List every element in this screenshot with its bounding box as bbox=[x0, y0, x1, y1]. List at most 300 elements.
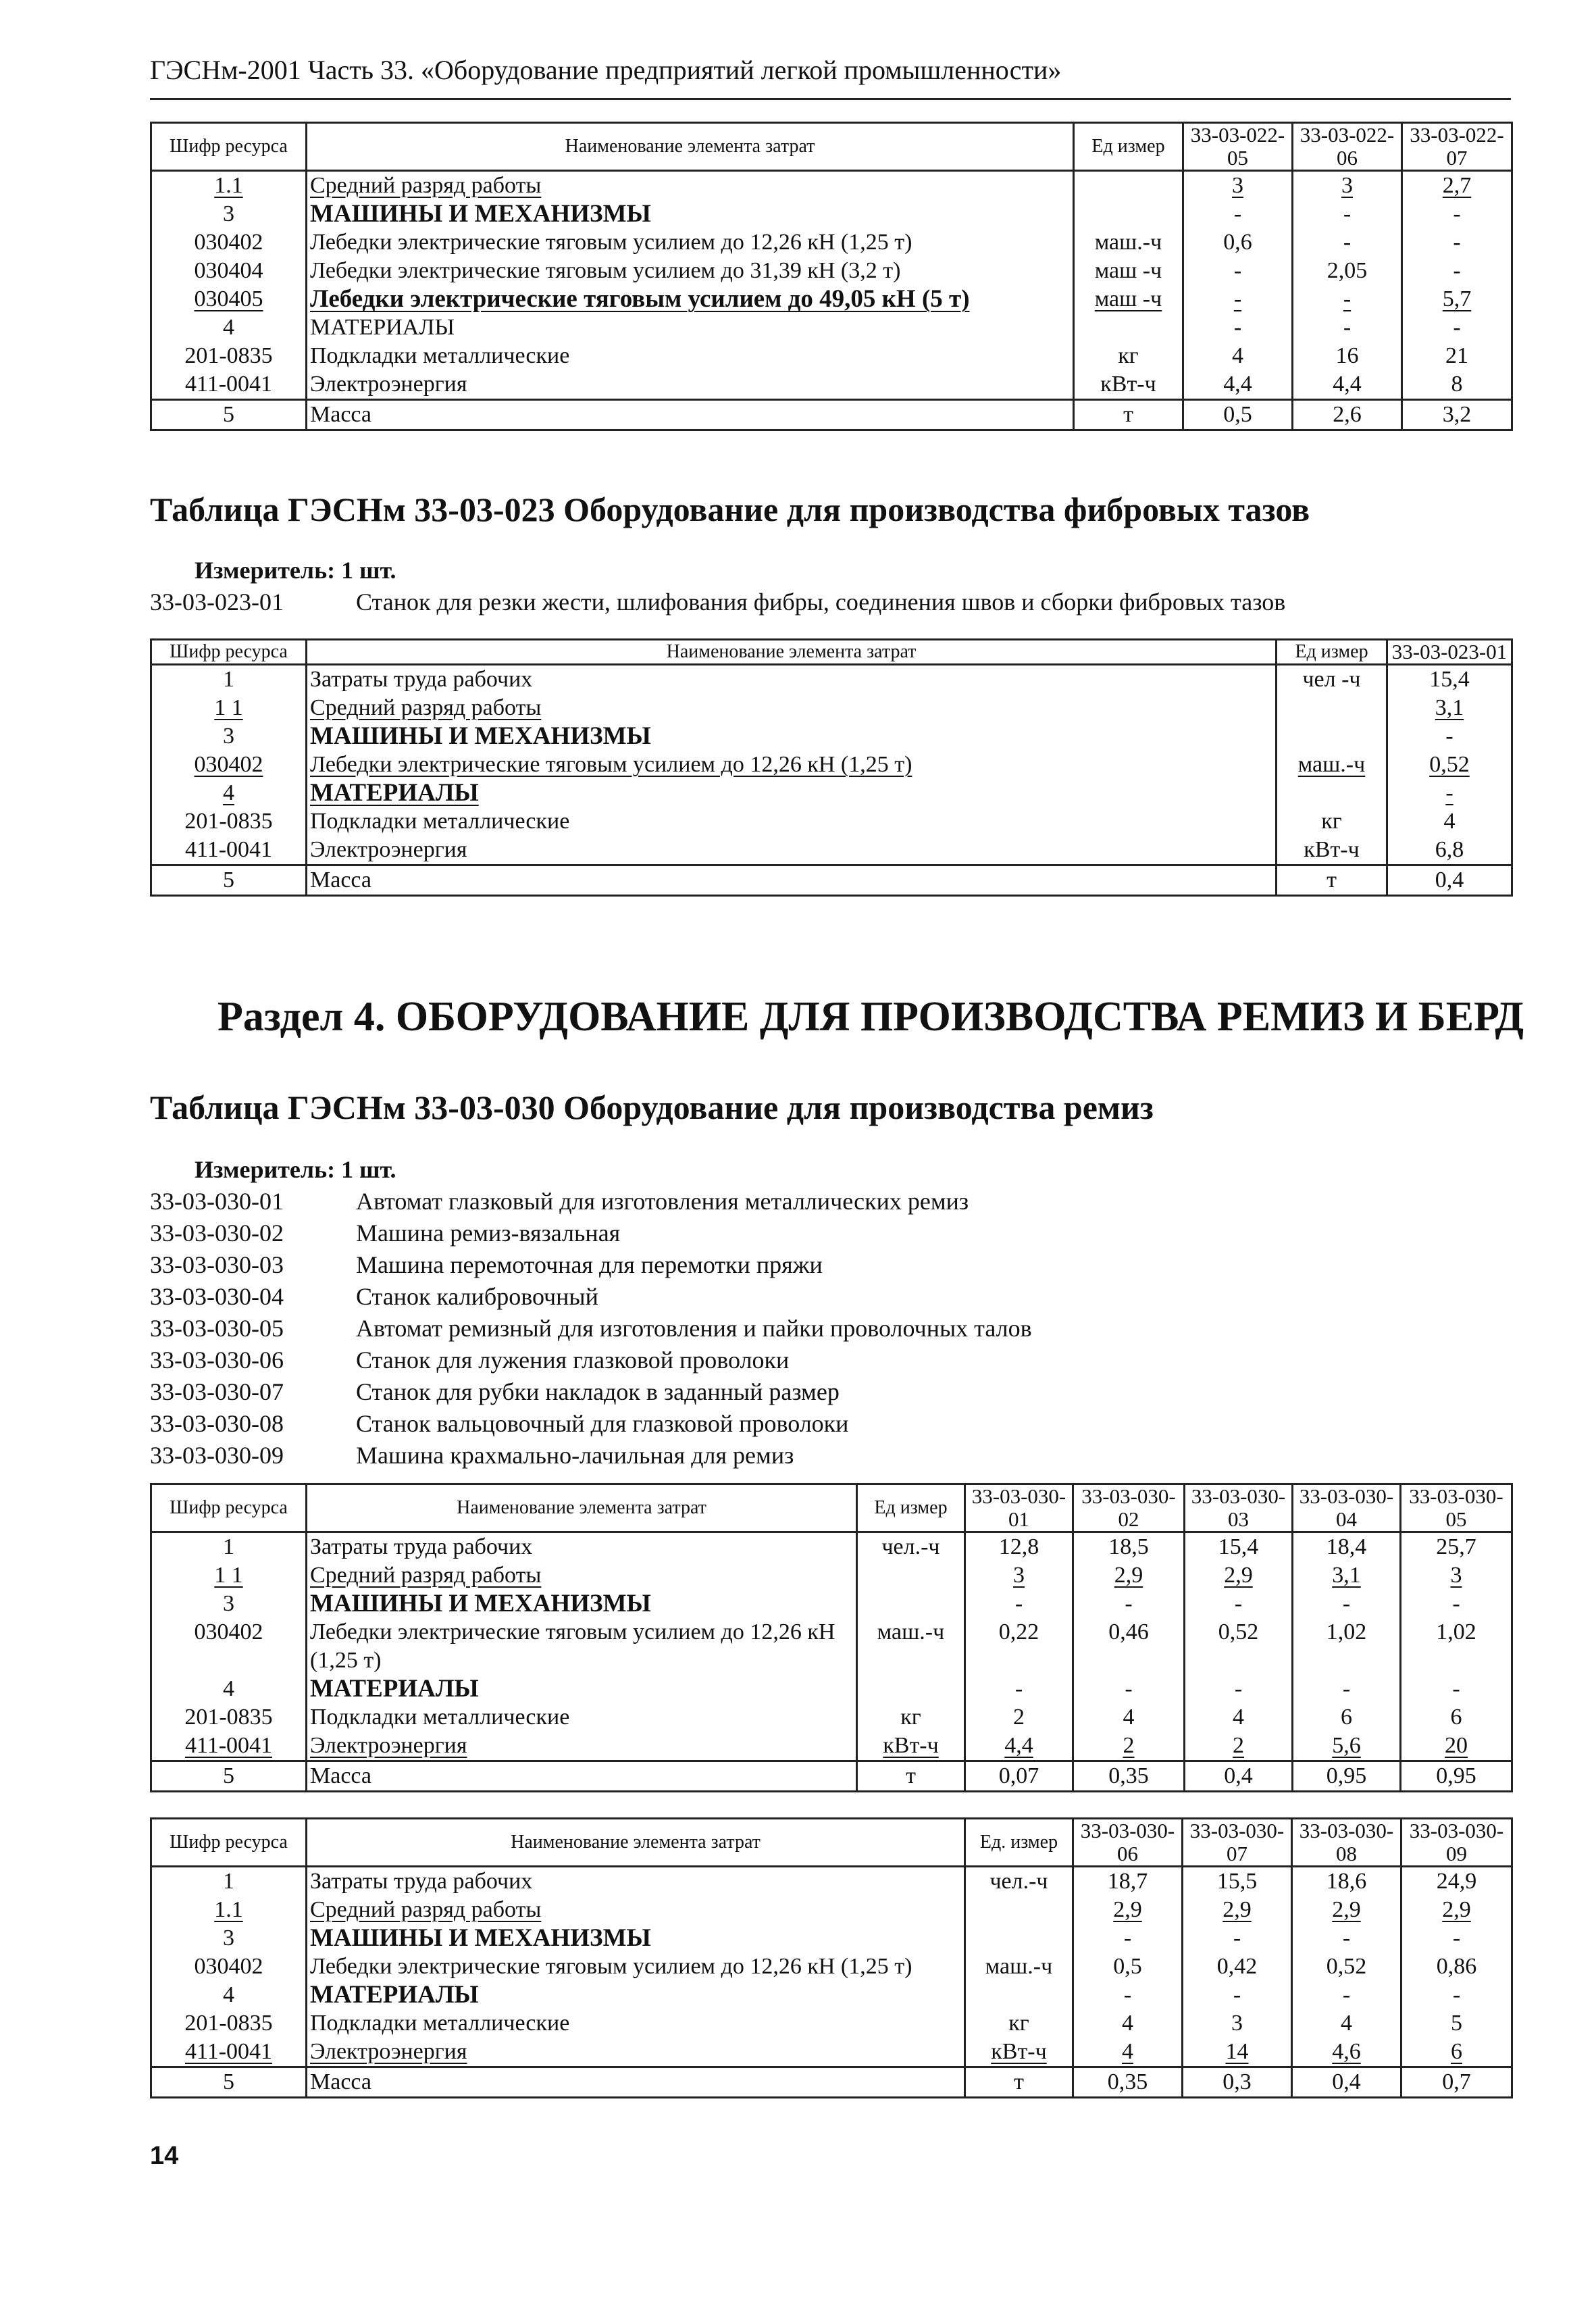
header-norm-code: 33-03-030-04 bbox=[1293, 1484, 1401, 1532]
value-cell: 15,4 bbox=[1387, 665, 1512, 695]
cost-element-cell: Лебедки электрические тяговым усилием до 49,05 кН (5 т) bbox=[307, 285, 1074, 313]
value-cell: 0,4 bbox=[1387, 865, 1512, 896]
unit-cell: чел.-ч bbox=[965, 1867, 1073, 1896]
value-cell: - bbox=[965, 1675, 1073, 1703]
value-cell: - bbox=[1073, 1924, 1183, 1953]
resource-code-cell: 030405 bbox=[151, 285, 307, 313]
position-list-023 bbox=[150, 586, 1285, 618]
resource-code-cell: 030404 bbox=[151, 257, 307, 285]
header-norm-code: 33-03-030-07 bbox=[1183, 1819, 1292, 1867]
cost-element-cell: Затраты труда рабочих bbox=[307, 665, 1277, 695]
value-cell: - bbox=[1402, 200, 1512, 228]
header-cost-element: Наименование элемента затрат bbox=[307, 640, 1277, 665]
meter-023 bbox=[195, 556, 396, 584]
table-row bbox=[151, 865, 1512, 896]
cost-element-cell: Подкладки металлические bbox=[307, 807, 1277, 836]
value-cell: - bbox=[1293, 1675, 1401, 1703]
resource-code-cell: 1 1 bbox=[151, 1561, 307, 1590]
list-item bbox=[150, 1344, 1032, 1376]
table-row bbox=[151, 285, 1512, 313]
value-cell: - bbox=[1401, 1924, 1512, 1953]
table-row bbox=[151, 1703, 1512, 1732]
value-cell: 4,4 bbox=[1293, 370, 1402, 400]
value-cell: 2,05 bbox=[1293, 257, 1402, 285]
value-cell: 1,02 bbox=[1401, 1618, 1512, 1675]
value-cell: 3 bbox=[1183, 171, 1293, 201]
cost-element-cell: Электроэнергия bbox=[307, 370, 1074, 400]
resource-code-cell: 030402 bbox=[151, 1618, 307, 1675]
value-cell: 4 bbox=[1292, 2009, 1401, 2038]
position-text: Станок для лужения глазковой проволоки bbox=[356, 1347, 790, 1374]
value-cell: 18,4 bbox=[1293, 1532, 1401, 1562]
resource-code-cell: 5 bbox=[151, 1761, 307, 1792]
position-code: 33-03-030-07 bbox=[150, 1378, 284, 1405]
value-cell: 0,4 bbox=[1185, 1761, 1293, 1792]
header-cost-element: Наименование элемента затрат bbox=[307, 1484, 857, 1532]
unit-cell: т bbox=[1074, 400, 1183, 430]
cost-element-cell: МАТЕРИАЛЫ bbox=[307, 779, 1277, 807]
unit-cell: т bbox=[1277, 865, 1387, 896]
value-cell: 24,9 bbox=[1401, 1867, 1512, 1896]
value-cell: 6 bbox=[1401, 1703, 1512, 1732]
cost-element-cell: Масса bbox=[307, 1761, 857, 1792]
value-cell: 0,52 bbox=[1185, 1618, 1293, 1675]
table-row bbox=[151, 370, 1512, 400]
value-cell: - bbox=[1292, 1981, 1401, 2009]
unit-cell bbox=[1277, 722, 1387, 751]
value-cell: 2,7 bbox=[1402, 171, 1512, 201]
unit-cell bbox=[965, 1924, 1073, 1953]
value-cell: 4 bbox=[1073, 1703, 1185, 1732]
cost-element-cell: Лебедки электрические тяговым усилием до 12,26 кН (1,25 т) bbox=[307, 228, 1074, 257]
value-cell: 8 bbox=[1402, 370, 1512, 400]
value-cell: - bbox=[1183, 1981, 1292, 2009]
table-row bbox=[151, 200, 1512, 228]
value-cell: 3,1 bbox=[1293, 1561, 1401, 1590]
table-row bbox=[151, 1532, 1512, 1562]
header-unit: Ед измер bbox=[1074, 123, 1183, 171]
value-cell: 5 bbox=[1401, 2009, 1512, 2038]
value-cell: 2,9 bbox=[1292, 1896, 1401, 1924]
value-cell: 0,5 bbox=[1073, 1953, 1183, 1981]
table-row bbox=[151, 1561, 1512, 1590]
value-cell: 2,9 bbox=[1185, 1561, 1293, 1590]
list-item bbox=[150, 1408, 1032, 1440]
value-cell: 15,4 bbox=[1185, 1532, 1293, 1562]
value-cell: 4 bbox=[1185, 1703, 1293, 1732]
value-cell: 0,95 bbox=[1293, 1761, 1401, 1792]
cost-element-cell: Средний разряд работы bbox=[307, 1561, 857, 1590]
header-unit: Ед. измер bbox=[965, 1819, 1073, 1867]
resource-table-030-part2 bbox=[150, 1817, 1513, 2098]
header-norm-code: 33-03-022-05 bbox=[1183, 123, 1293, 171]
unit-cell bbox=[1074, 171, 1183, 201]
table-row bbox=[151, 257, 1512, 285]
unit-cell: кВт-ч bbox=[1277, 836, 1387, 865]
value-cell: 3 bbox=[1293, 171, 1402, 201]
position-code: 33-03-030-09 bbox=[150, 1442, 284, 1469]
value-cell: 2,9 bbox=[1401, 1896, 1512, 1924]
value-cell: 25,7 bbox=[1401, 1532, 1512, 1562]
value-cell: - bbox=[1387, 779, 1512, 807]
page-number: 14 bbox=[150, 2142, 179, 2170]
resource-code-cell: 4 bbox=[151, 1675, 307, 1703]
table-row bbox=[151, 228, 1512, 257]
value-cell: - bbox=[1402, 257, 1512, 285]
value-cell: 3 bbox=[1401, 1561, 1512, 1590]
resource-code-cell: 1 bbox=[151, 665, 307, 695]
header-cost-element: Наименование элемента затрат bbox=[307, 123, 1074, 171]
resource-code-cell: 201-0835 bbox=[151, 342, 307, 370]
cost-element-cell: Средний разряд работы bbox=[307, 171, 1074, 201]
header-resource-code: Шифр ресурса bbox=[151, 640, 307, 665]
value-cell: 3 bbox=[1183, 2009, 1292, 2038]
unit-cell bbox=[857, 1675, 965, 1703]
unit-cell: кг bbox=[965, 2009, 1073, 2038]
value-cell: - bbox=[1073, 1590, 1185, 1618]
value-cell: 0,22 bbox=[965, 1618, 1073, 1675]
resource-code-cell: 4 bbox=[151, 1981, 307, 2009]
cost-element-cell: Средний разряд работы bbox=[307, 694, 1277, 722]
resource-code-cell: 1.1 bbox=[151, 171, 307, 201]
table-row bbox=[151, 171, 1512, 201]
value-cell: 4 bbox=[1073, 2038, 1183, 2067]
value-cell: 5,6 bbox=[1293, 1732, 1401, 1761]
list-item bbox=[150, 1217, 1032, 1249]
value-cell: 0,6 bbox=[1183, 228, 1293, 257]
meter-label: Измеритель: bbox=[195, 557, 336, 584]
list-item bbox=[150, 1186, 1032, 1217]
header-norm-code: 33-03-030-08 bbox=[1292, 1819, 1401, 1867]
value-cell: 0,4 bbox=[1292, 2067, 1401, 2098]
position-code: 33-03-030-01 bbox=[150, 1188, 284, 1215]
cost-element-cell: МАТЕРИАЛЫ bbox=[307, 1981, 965, 2009]
value-cell: 5,7 bbox=[1402, 285, 1512, 313]
header-rule bbox=[150, 98, 1511, 100]
unit-cell: чел -ч bbox=[1277, 665, 1387, 695]
cost-element-cell: Лебедки электрические тяговым усилием до 12,26 кН (1,25 т) bbox=[307, 1953, 965, 1981]
unit-cell bbox=[857, 1590, 965, 1618]
resource-code-cell: 3 bbox=[151, 1590, 307, 1618]
cost-element-cell: Подкладки металлические bbox=[307, 2009, 965, 2038]
value-cell: - bbox=[1293, 313, 1402, 342]
position-code: 33-03-030-05 bbox=[150, 1315, 284, 1342]
list-item bbox=[150, 1440, 1032, 1472]
unit-cell bbox=[965, 1981, 1073, 2009]
position-text: Автомат глазковый для изготовления металлических ремиз bbox=[356, 1188, 969, 1215]
table-row bbox=[151, 722, 1512, 751]
cost-element-cell: Лебедки электрические тяговым усилием до 12,26 кН (1,25 т) bbox=[307, 1618, 857, 1675]
cost-element-cell: Затраты труда рабочих bbox=[307, 1532, 857, 1562]
value-cell: - bbox=[1183, 200, 1293, 228]
resource-code-cell: 5 bbox=[151, 400, 307, 430]
list-item bbox=[150, 1281, 1032, 1313]
table-row bbox=[151, 313, 1512, 342]
resource-code-cell: 030402 bbox=[151, 228, 307, 257]
value-cell: 3,1 bbox=[1387, 694, 1512, 722]
header-cost-element: Наименование элемента затрат bbox=[307, 1819, 965, 1867]
value-cell: - bbox=[1293, 200, 1402, 228]
unit-cell: кг bbox=[1074, 342, 1183, 370]
value-cell: - bbox=[1183, 285, 1293, 313]
value-cell: 4,6 bbox=[1292, 2038, 1401, 2067]
list-item bbox=[150, 1313, 1032, 1344]
value-cell: 0,07 bbox=[965, 1761, 1073, 1792]
cost-element-cell: Затраты труда рабочих bbox=[307, 1867, 965, 1896]
value-cell: 6,8 bbox=[1387, 836, 1512, 865]
value-cell: 0,95 bbox=[1401, 1761, 1512, 1792]
position-code: 33-03-030-04 bbox=[150, 1283, 284, 1310]
value-cell: 15,5 bbox=[1183, 1867, 1292, 1896]
value-cell: 0,46 bbox=[1073, 1618, 1185, 1675]
resource-table-022 bbox=[150, 122, 1513, 431]
value-cell: - bbox=[1073, 1981, 1183, 2009]
unit-cell: маш.-ч bbox=[965, 1953, 1073, 1981]
unit-cell: кг bbox=[857, 1703, 965, 1732]
table-row bbox=[151, 2038, 1512, 2067]
value-cell: 0,86 bbox=[1401, 1953, 1512, 1981]
list-item bbox=[150, 1376, 1032, 1408]
resource-code-cell: 030402 bbox=[151, 1953, 307, 1981]
value-cell: 1,02 bbox=[1293, 1618, 1401, 1675]
value-cell: 3,2 bbox=[1402, 400, 1512, 430]
value-cell: 16 bbox=[1293, 342, 1402, 370]
meter-value: 1 шт. bbox=[341, 557, 396, 584]
value-cell: - bbox=[1402, 313, 1512, 342]
resource-code-cell: 4 bbox=[151, 779, 307, 807]
unit-cell bbox=[857, 1561, 965, 1590]
table-row bbox=[151, 1953, 1512, 1981]
table-row bbox=[151, 1618, 1512, 1675]
value-cell: 12,8 bbox=[965, 1532, 1073, 1562]
table-row bbox=[151, 1590, 1512, 1618]
meter-030 bbox=[195, 1155, 396, 1184]
meter-label: Измеритель: bbox=[195, 1156, 336, 1183]
value-cell: - bbox=[1293, 1590, 1401, 1618]
value-cell: - bbox=[1185, 1590, 1293, 1618]
value-cell: - bbox=[1293, 228, 1402, 257]
resource-code-cell: 030402 bbox=[151, 751, 307, 779]
table-row bbox=[151, 1732, 1512, 1761]
position-text: Станок калибровочный bbox=[356, 1283, 598, 1310]
table-row bbox=[151, 400, 1512, 430]
value-cell: 2,9 bbox=[1073, 1561, 1185, 1590]
value-cell: 0,3 bbox=[1183, 2067, 1292, 2098]
position-list-030 bbox=[150, 1186, 1032, 1472]
value-cell: 0,35 bbox=[1073, 1761, 1185, 1792]
header-norm-code: 33-03-030-01 bbox=[965, 1484, 1073, 1532]
cost-element-cell: МАШИНЫ И МЕХАНИЗМЫ bbox=[307, 722, 1277, 751]
header-norm-code: 33-03-030-09 bbox=[1401, 1819, 1512, 1867]
value-cell: 4 bbox=[1387, 807, 1512, 836]
cost-element-cell: МАШИНЫ И МЕХАНИЗМЫ bbox=[307, 1924, 965, 1953]
cost-element-cell: Средний разряд работы bbox=[307, 1896, 965, 1924]
unit-cell bbox=[1074, 313, 1183, 342]
cost-element-cell: МАТЕРИАЛЫ bbox=[307, 313, 1074, 342]
header-norm-code: 33-03-030-03 bbox=[1185, 1484, 1293, 1532]
resource-code-cell: 201-0835 bbox=[151, 1703, 307, 1732]
unit-cell: т bbox=[857, 1761, 965, 1792]
unit-cell: чел.-ч bbox=[857, 1532, 965, 1562]
position-code: 33-03-030-08 bbox=[150, 1410, 284, 1437]
list-item bbox=[150, 1249, 1032, 1281]
position-text: Машина крахмально-лачильная для ремиз bbox=[356, 1442, 794, 1469]
table-row bbox=[151, 779, 1512, 807]
unit-cell bbox=[1277, 694, 1387, 722]
cost-element-cell: Электроэнергия bbox=[307, 1732, 857, 1761]
section-title: Раздел 4. ОБОРУДОВАНИЕ ДЛЯ ПРОИЗВОДСТВА РЕМИЗ И БЕРД bbox=[217, 994, 1524, 1040]
table-row bbox=[151, 751, 1512, 779]
value-cell: 2 bbox=[1073, 1732, 1185, 1761]
resource-code-cell: 201-0835 bbox=[151, 807, 307, 836]
value-cell: - bbox=[1293, 285, 1402, 313]
position-code: 33-03-030-06 bbox=[150, 1347, 284, 1374]
value-cell: - bbox=[1402, 228, 1512, 257]
cost-element-cell: Электроэнергия bbox=[307, 2038, 965, 2067]
resource-code-cell: 411-0041 bbox=[151, 2038, 307, 2067]
value-cell: 2,6 bbox=[1293, 400, 1402, 430]
header-norm-code: 33-03-030-06 bbox=[1073, 1819, 1183, 1867]
value-cell: 0,42 bbox=[1183, 1953, 1292, 1981]
resource-code-cell: 1 bbox=[151, 1867, 307, 1896]
value-cell: 20 bbox=[1401, 1732, 1512, 1761]
cost-element-cell: Масса bbox=[307, 400, 1074, 430]
cost-element-cell: Лебедки электрические тяговым усилием до 12,26 кН (1,25 т) bbox=[307, 751, 1277, 779]
position-text: Машина перемоточная для перемотки пряжи bbox=[356, 1251, 823, 1278]
value-cell: - bbox=[1401, 1590, 1512, 1618]
resource-code-cell: 4 bbox=[151, 313, 307, 342]
value-cell: - bbox=[1387, 722, 1512, 751]
value-cell: 18,6 bbox=[1292, 1867, 1401, 1896]
resource-code-cell: 5 bbox=[151, 2067, 307, 2098]
unit-cell: кВт-ч bbox=[965, 2038, 1073, 2067]
value-cell: 4,4 bbox=[965, 1732, 1073, 1761]
position-text: Машина ремиз-вязальная bbox=[356, 1219, 621, 1247]
value-cell: 18,5 bbox=[1073, 1532, 1185, 1562]
header-resource-code: Шифр ресурса bbox=[151, 1484, 307, 1532]
value-cell: 4,4 bbox=[1183, 370, 1293, 400]
list-item bbox=[150, 586, 1285, 618]
unit-cell bbox=[1074, 200, 1183, 228]
value-cell: - bbox=[1183, 313, 1293, 342]
unit-cell: кг bbox=[1277, 807, 1387, 836]
value-cell: 0,7 bbox=[1401, 2067, 1512, 2098]
cost-element-cell: МАШИНЫ И МЕХАНИЗМЫ bbox=[307, 200, 1074, 228]
header-norm-code: 33-03-023-01 bbox=[1387, 640, 1512, 665]
header-norm-code: 33-03-030-02 bbox=[1073, 1484, 1185, 1532]
unit-cell bbox=[1277, 779, 1387, 807]
resource-code-cell: 411-0041 bbox=[151, 836, 307, 865]
meter-value: 1 шт. bbox=[341, 1156, 396, 1183]
resource-table-030-part1 bbox=[150, 1483, 1513, 1792]
resource-code-cell: 411-0041 bbox=[151, 1732, 307, 1761]
table-row bbox=[151, 807, 1512, 836]
table-row bbox=[151, 1867, 1512, 1896]
cost-element-cell: Лебедки электрические тяговым усилием до 31,39 кН (3,2 т) bbox=[307, 257, 1074, 285]
value-cell: 14 bbox=[1183, 2038, 1292, 2067]
header-norm-code: 33-03-022-07 bbox=[1402, 123, 1512, 171]
table-row bbox=[151, 1924, 1512, 1953]
value-cell: 0,5 bbox=[1183, 400, 1293, 430]
value-cell: - bbox=[1401, 1675, 1512, 1703]
resource-code-cell: 3 bbox=[151, 722, 307, 751]
resource-code-cell: 411-0041 bbox=[151, 370, 307, 400]
unit-cell: маш.-ч bbox=[1074, 228, 1183, 257]
resource-code-cell: 1.1 bbox=[151, 1896, 307, 1924]
value-cell: 6 bbox=[1401, 2038, 1512, 2067]
resource-code-cell: 5 bbox=[151, 865, 307, 896]
position-code: 33-03-030-02 bbox=[150, 1219, 284, 1247]
resource-code-cell: 3 bbox=[151, 200, 307, 228]
table-row bbox=[151, 836, 1512, 865]
position-code: 33-03-023-01 bbox=[150, 588, 284, 615]
unit-cell: кВт-ч bbox=[857, 1732, 965, 1761]
value-cell: 6 bbox=[1293, 1703, 1401, 1732]
position-text: Станок вальцовочный для глазковой проволоки bbox=[356, 1410, 849, 1437]
value-cell: 3 bbox=[965, 1561, 1073, 1590]
value-cell: - bbox=[1185, 1675, 1293, 1703]
unit-cell: маш.-ч bbox=[1277, 751, 1387, 779]
table-row bbox=[151, 694, 1512, 722]
value-cell: 2 bbox=[1185, 1732, 1293, 1761]
resource-code-cell: 1 bbox=[151, 1532, 307, 1562]
header-unit: Ед измер bbox=[857, 1484, 965, 1532]
unit-cell: т bbox=[965, 2067, 1073, 2098]
value-cell: 0,52 bbox=[1387, 751, 1512, 779]
unit-cell: маш -ч bbox=[1074, 257, 1183, 285]
table-row bbox=[151, 342, 1512, 370]
table-row bbox=[151, 2009, 1512, 2038]
value-cell: 2 bbox=[965, 1703, 1073, 1732]
value-cell: - bbox=[1401, 1981, 1512, 2009]
value-cell: 21 bbox=[1402, 342, 1512, 370]
cost-element-cell: Масса bbox=[307, 2067, 965, 2098]
table-row bbox=[151, 1761, 1512, 1792]
table-row bbox=[151, 1896, 1512, 1924]
table-row bbox=[151, 665, 1512, 695]
header-norm-code: 33-03-030-05 bbox=[1401, 1484, 1512, 1532]
header-resource-code: Шифр ресурса bbox=[151, 1819, 307, 1867]
unit-cell: кВт-ч bbox=[1074, 370, 1183, 400]
resource-table-023 bbox=[150, 638, 1513, 897]
value-cell: 2,9 bbox=[1073, 1896, 1183, 1924]
running-header: ГЭСНм-2001 Часть 33. «Оборудование предприятий легкой промышленности» bbox=[150, 55, 1062, 85]
value-cell: - bbox=[1183, 257, 1293, 285]
cost-element-cell: Электроэнергия bbox=[307, 836, 1277, 865]
value-cell: - bbox=[965, 1590, 1073, 1618]
unit-cell: маш -ч bbox=[1074, 285, 1183, 313]
cost-element-cell: Подкладки металлические bbox=[307, 1703, 857, 1732]
header-unit: Ед измер bbox=[1277, 640, 1387, 665]
cost-element-cell: Масса bbox=[307, 865, 1277, 896]
unit-cell: маш.-ч bbox=[857, 1618, 965, 1675]
header-resource-code: Шифр ресурса bbox=[151, 123, 307, 171]
value-cell: 4 bbox=[1073, 2009, 1183, 2038]
table-row bbox=[151, 2067, 1512, 2098]
table-title-023: Таблица ГЭСНм 33-03-023 Оборудование для производства фибровых тазов bbox=[150, 491, 1310, 528]
position-text: Станок для рубки накладок в заданный размер bbox=[356, 1378, 840, 1405]
value-cell: - bbox=[1073, 1675, 1185, 1703]
resource-code-cell: 201-0835 bbox=[151, 2009, 307, 2038]
cost-element-cell: МАТЕРИАЛЫ bbox=[307, 1675, 857, 1703]
value-cell: 18,7 bbox=[1073, 1867, 1183, 1896]
table-row bbox=[151, 1981, 1512, 2009]
position-code: 33-03-030-03 bbox=[150, 1251, 284, 1278]
value-cell: 0,52 bbox=[1292, 1953, 1401, 1981]
unit-cell bbox=[965, 1896, 1073, 1924]
value-cell: 0,35 bbox=[1073, 2067, 1183, 2098]
cost-element-cell: МАШИНЫ И МЕХАНИЗМЫ bbox=[307, 1590, 857, 1618]
